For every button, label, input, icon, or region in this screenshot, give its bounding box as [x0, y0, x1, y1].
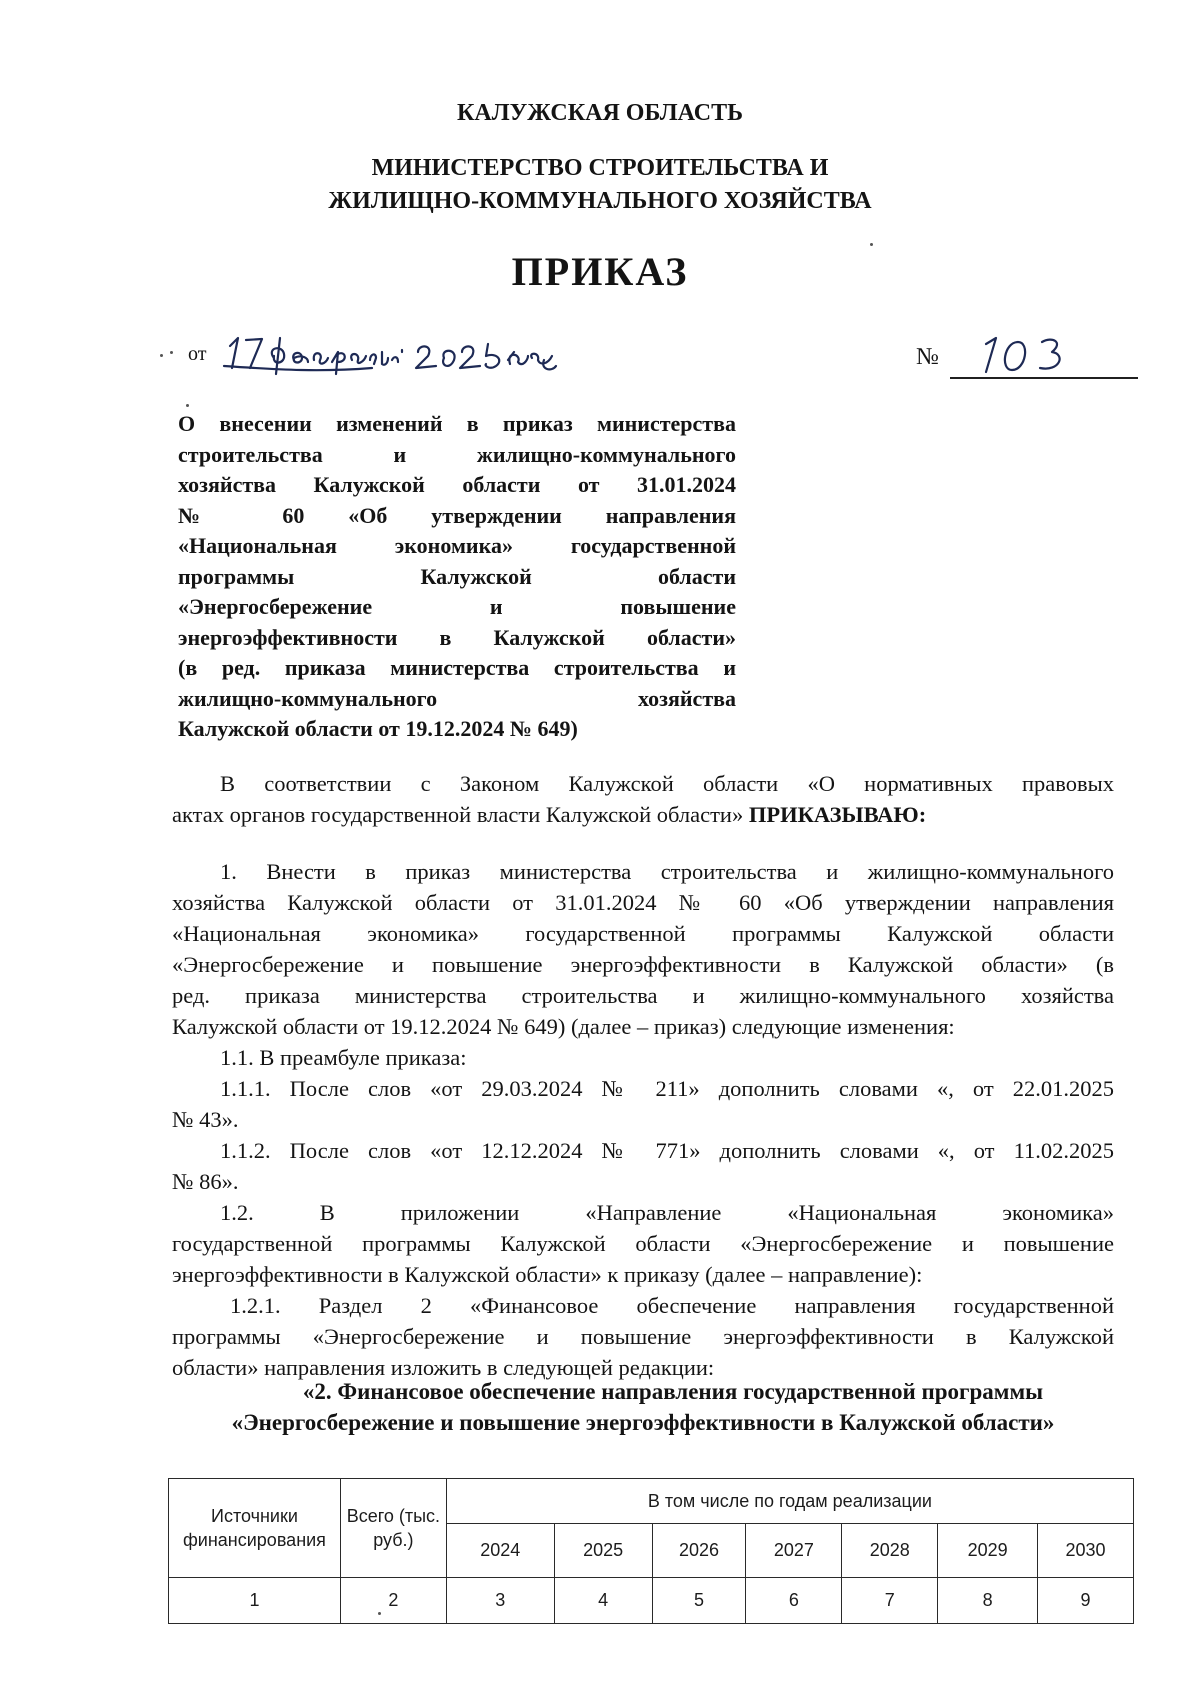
column-number: 5 [652, 1578, 746, 1624]
date-prefix: от [188, 343, 207, 365]
preamble-line: В соответствии с Законом Калужской области «О нормативных правовых [220, 771, 1114, 796]
item-1-2-1-line: области» направления изложить в следующей редакции: [172, 1355, 715, 1380]
column-number: 1 [169, 1578, 341, 1624]
item-1 [172, 856, 1114, 1383]
item-line: 1. Внести в приказ министерства строительства и жилищно-коммунального [220, 859, 1114, 884]
section-title-line-2: «Энергосбережение и повышение энергоэффективности в Калужской области» [231, 1410, 1055, 1435]
handwritten-number [972, 332, 1092, 376]
ministry-line-2: ЖИЛИЩНО-КОММУНАЛЬНОГО ХОЗЯЙСТВА [328, 188, 872, 214]
region-heading: КАЛУЖСКАЯ ОБЛАСТЬ [457, 100, 743, 126]
item-1-2-1: 1.2.1. Раздел 2 «Финансовое обеспечение направления государственной [230, 1293, 1114, 1318]
column-number: 7 [842, 1578, 938, 1624]
item-1-1-2: 1.1.2. После слов «от 12.12.2024 № 771» дополнить словами «, от 11.02.2025 [220, 1138, 1114, 1163]
item-1-1-1: 1.1.1. После слов «от 29.03.2024 № 211» дополнить словами «, от 22.01.2025 [220, 1076, 1114, 1101]
number-prefix: № [916, 344, 939, 370]
header-year: 2027 [746, 1524, 842, 1578]
header-year: 2029 [938, 1524, 1038, 1578]
column-number: 2 [340, 1578, 446, 1624]
scan-speck [870, 243, 873, 246]
item-line: «Национальная экономика» государственной программы Калужской области [172, 921, 1114, 946]
column-number: 3 [446, 1578, 554, 1624]
subject-line: хозяйства Калужской области от 31.01.2024 [178, 472, 736, 497]
item-1-1-1-cont: № 43». [172, 1107, 239, 1132]
item-1-1: 1.1. В преамбуле приказа: [220, 1045, 467, 1070]
subject-line: О внесении изменений в приказ министерства [178, 411, 736, 436]
subject-line: «Национальная экономика» государственной [178, 533, 736, 558]
item-line: ред. приказа министерства строительства и жилищно-коммунального хозяйства [172, 983, 1114, 1008]
section-title-line-1: «2. Финансовое обеспечение направления государственной программы [302, 1379, 1044, 1404]
order-subject [178, 409, 736, 745]
item-line: «Энергосбережение и повышение энергоэффективности в Калужской области» (в [172, 952, 1114, 977]
ministry-heading [0, 152, 1200, 218]
subject-line: (в ред. приказа министерства строительства и [178, 655, 736, 680]
subject-line: строительства и жилищно-коммунального [178, 441, 736, 467]
scan-speck [160, 354, 163, 357]
column-number: 6 [746, 1578, 842, 1624]
header-year: 2025 [554, 1524, 652, 1578]
preamble-line: актах органов государственной власти Калужской области» ПРИКАЗЫВАЮ: [172, 802, 927, 827]
document-type-title: ПРИКАЗ [511, 249, 689, 294]
item-1-2-1-line: программы «Энергосбережение и повышение энергоэффективности в Калужской [172, 1324, 1114, 1349]
item-line: Калужской области от 19.12.2024 № 649) (далее – приказ) следующие изменения: [172, 1014, 955, 1039]
scan-speck [186, 404, 189, 407]
item-1-2-line: энергоэффективности в Калужской области» к приказу (далее – направление): [172, 1262, 923, 1287]
subject-line: Калужской области от 19.12.2024 № 649) [178, 716, 578, 741]
header-year: 2030 [1038, 1524, 1134, 1578]
header-total: Всего (тыс. руб.) [340, 1479, 446, 1578]
header-years-group: В том числе по годам реализации [446, 1479, 1133, 1524]
header-year: 2026 [652, 1524, 746, 1578]
column-number: 4 [554, 1578, 652, 1624]
order-word: ПРИКАЗЫВАЮ: [748, 802, 927, 827]
handwritten-date [222, 330, 562, 378]
subject-line: «Энергосбережение и повышение [178, 594, 736, 619]
section-title [172, 1376, 1114, 1438]
scan-speck [170, 351, 173, 354]
subject-line: жилищно-коммунального хозяйства [178, 685, 736, 711]
preamble-paragraph [172, 768, 1114, 830]
header-funding-sources: Источники финансирования [169, 1479, 341, 1578]
item-line: хозяйства Калужской области от 31.01.2024 № 60 «Об утверждении направления [172, 890, 1114, 915]
header-year: 2028 [842, 1524, 938, 1578]
item-1-2: 1.2. В приложении «Направление «Национальная экономика» [220, 1200, 1114, 1225]
column-number: 8 [938, 1578, 1038, 1624]
financing-table [168, 1478, 1134, 1624]
item-1-2-line: государственной программы Калужской области «Энергосбережение и повышение [172, 1231, 1114, 1256]
item-1-1-2-cont: № 86». [172, 1169, 239, 1194]
subject-line: программы Калужской области [178, 563, 736, 589]
subject-line: энергоэффективности в Калужской области» [178, 624, 736, 650]
ministry-line-1: МИНИСТЕРСТВО СТРОИТЕЛЬСТВА И [371, 155, 829, 181]
column-number: 9 [1038, 1578, 1134, 1624]
subject-line: № 60 «Об утверждении направления [178, 502, 736, 528]
number-underline [950, 377, 1138, 379]
header-year: 2024 [446, 1524, 554, 1578]
